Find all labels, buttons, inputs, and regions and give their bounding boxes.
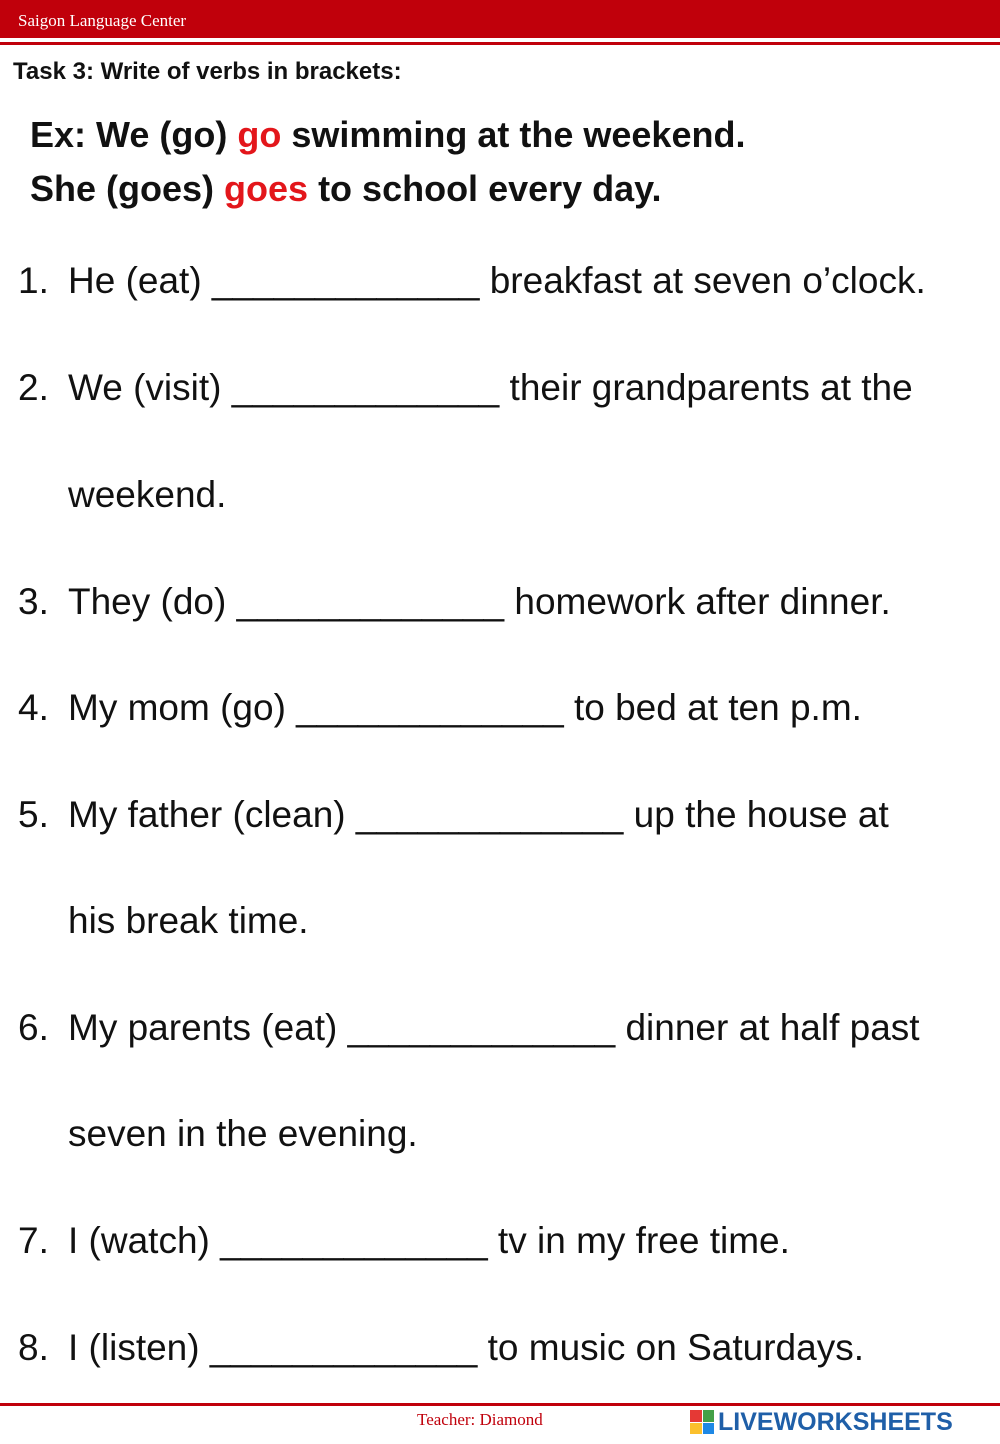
question-number: 1.: [18, 260, 49, 301]
question-number: 7.: [18, 1220, 49, 1261]
question-text[interactable]: My parents (eat) _____________ dinner at half past: [68, 1007, 920, 1048]
question-number: 8.: [18, 1327, 49, 1368]
question-text[interactable]: He (eat) _____________ breakfast at seven o’clock.: [68, 260, 926, 301]
task-title: Task 3: Write of verbs in brackets:: [13, 58, 402, 85]
header-bar: [0, 0, 1000, 38]
liveworksheets-logo-icon: [690, 1410, 714, 1434]
example-rest: to school every day.: [308, 168, 662, 209]
question-text[interactable]: My mom (go) _____________ to bed at ten p.m.: [68, 687, 862, 728]
question-text[interactable]: My father (clean) _____________ up the house at: [68, 794, 889, 835]
header-divider: [0, 42, 1000, 45]
question-number: 4.: [18, 687, 49, 728]
example-2: [30, 168, 662, 210]
question-number: 5.: [18, 794, 49, 835]
question-number: 2.: [18, 367, 49, 408]
example-1: [30, 114, 745, 156]
question-text[interactable]: I (watch) _____________ tv in my free time.: [68, 1220, 790, 1261]
question-text[interactable]: We (visit) _____________ their grandparents at the: [68, 367, 913, 408]
example-prompt: She (goes): [30, 168, 225, 209]
example-rest: swimming at the weekend.: [281, 114, 746, 155]
example-answer: goes: [224, 168, 309, 209]
question-text[interactable]: I (listen) _____________ to music on Saturdays.: [68, 1327, 864, 1368]
logo-text: LIVEWORKSHEETS: [718, 1407, 953, 1436]
liveworksheets-logo[interactable]: [690, 1405, 953, 1439]
question-text-continued: seven in the evening.: [68, 1113, 418, 1154]
example-prompt: Ex: We (go): [30, 114, 238, 155]
question-number: 3.: [18, 581, 49, 622]
example-answer: go: [237, 114, 282, 155]
teacher-name: Teacher: Diamond: [417, 1410, 543, 1429]
question-text-continued: weekend.: [68, 474, 227, 515]
question-text[interactable]: They (do) _____________ homework after dinner.: [68, 581, 891, 622]
question-text-continued: his break time.: [68, 900, 309, 941]
center-name: Saigon Language Center: [18, 11, 187, 30]
question-number: 6.: [18, 1007, 49, 1048]
